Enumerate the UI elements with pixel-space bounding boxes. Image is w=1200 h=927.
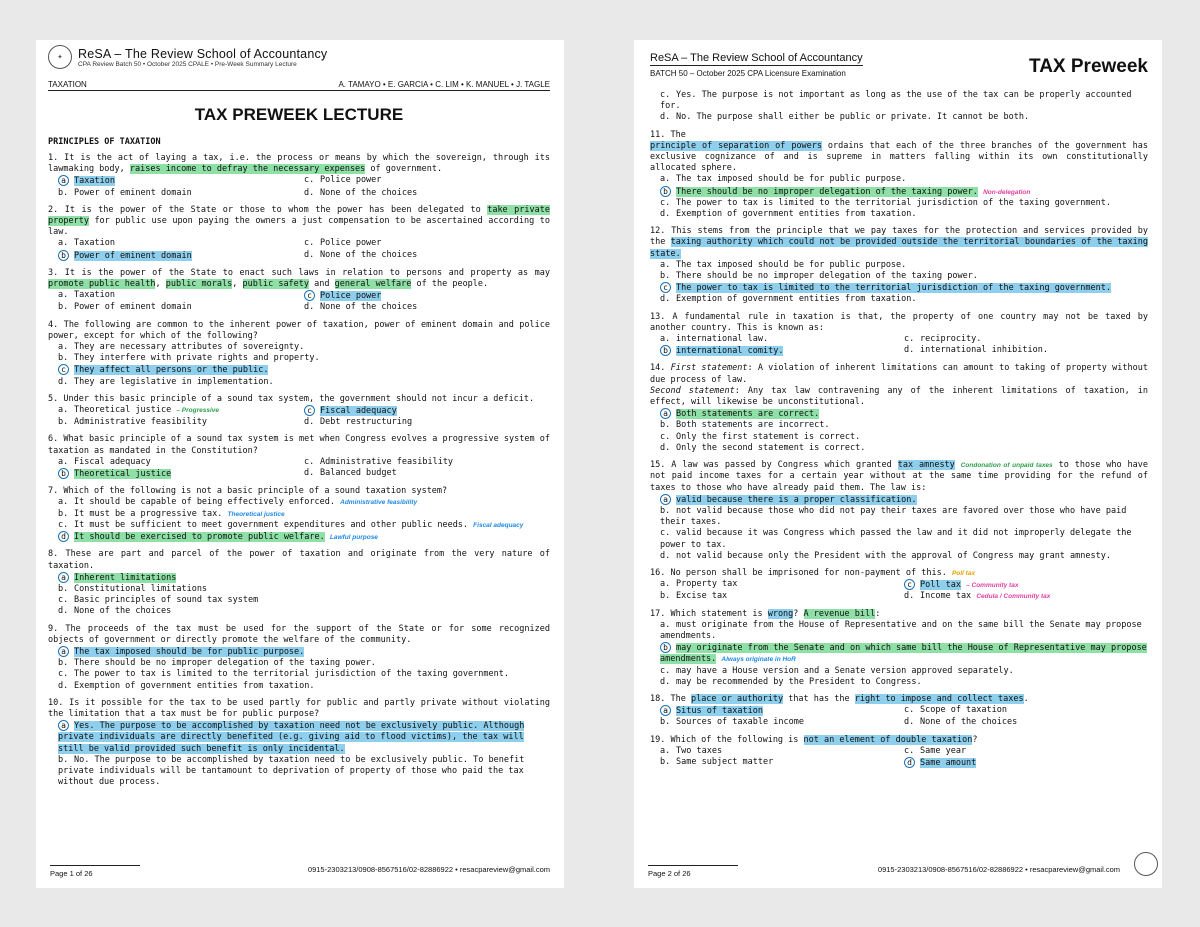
page-number: Page 2 of 26 xyxy=(648,865,738,878)
page-title: TAX PREWEEK LECTURE xyxy=(194,105,404,124)
subject-label: TAXATION xyxy=(48,80,87,89)
page-1 xyxy=(36,40,564,888)
question-16: 16. No person shall be imprisoned for non-payment of this. Poll tax a. Property tax c Poll tax – Community tax b. Excise tax d. Income tax Cedula / Community tax xyxy=(650,567,1051,602)
page-number: Page 1 of 26 xyxy=(50,865,140,878)
contact-info: 0915-2303213/0908-8567516/02-82886922 • resacpareview@gmail.com xyxy=(307,865,550,874)
question-6: 6. What basic principle of a sound tax system is met when Congress evolves a progressive system of taxation as mandated in the Constitution? a. Fiscal adequacy c. Administrative feasibility b Theoretical justice d. Balanced budget xyxy=(48,434,550,480)
resa-seal-icon xyxy=(1134,852,1158,876)
question-14: 14. First statement: A violation of inherent limitations can amount to taking of property without due process of law. Second statement: Any tax law contravening any of the inherent limitations of taxation, in effect, will likewise be unconstitutional. a Both statements are correct. b. Both statements are incorrect. c. Only the first statement is correct. d. Only the second statement is correct. xyxy=(650,363,1148,453)
question-10: 10. Is it possible for the tax to be used partly for public and partly private without violating the limitation that a tax must be for public purpose? a Yes. The purpose to be accomplished by taxation need not be exclusively public. Although private individuals are directly benefited (e.g. giving aid to flood victims), the tax will still be valid provided such benefit is only incidental. b. No. The purpose to be accomplished by taxation need to be exclusively public. To benefit private individuals will be tantamount to deprivation of property of those who paid the tax without due process. xyxy=(48,697,550,788)
page-header xyxy=(650,42,1148,78)
question-19: 19. Which of the following is not an element of double taxation? a. Two taxes c. Same year b. Same subject matter d Same amount xyxy=(650,734,978,768)
page-footer xyxy=(648,865,1148,878)
question-15: 15. A law was passed by Congress which granted tax amnesty Condonation of unpaid taxes to those who have not paid income taxes for a certain year without at the same time providing for the refund of taxes to those who have already paid them. The law is: a valid because there is a proper classification. b. not valid because those who did not pay their taxes are favored over those who have paid their taxes. c. valid because it was Congress which passed the law and it did not improperly delegate the power to tax. d. not valid because only the President with the approval of Congress may grant amnesty. xyxy=(650,460,1148,561)
section-heading: PRINCIPLES OF TAXATION xyxy=(48,137,161,147)
question-12: 12. This stems from the principle that we pay taxes for the protection and services provided by the taxing authority which could not be provided outside the territorial boundaries of the taxing state. a. The tax imposed should be for public purpose. b. There should be no improper delegation of the taxing power. c The power to tax is limited to the territorial jurisdiction of the taxing government. d. Exemption of government entities from taxation. xyxy=(650,226,1148,305)
question-9: 9. The proceeds of the tax must be used for the support of the State or for some recognized objects of government or directly promote the welfare of the community. a The tax imposed should be for public purpose. b. There should be no improper delegation of the taxing power. c. The power to tax is limited to the territorial jurisdiction of the taxing government. d. Exemption of government entities from taxation. xyxy=(48,623,550,691)
authors-label: A. TAMAYO • E. GARCIA • C. LIM • K. MANUEL • J. TAGLE xyxy=(338,80,550,89)
page-2 xyxy=(634,40,1162,888)
brand-name: ReSA – The Review School of Accountancy xyxy=(78,46,328,61)
question-5: 5. Under this basic principle of a sound tax system, the government should not incur a deficit. a. Theoretical justice – Progressive c Fiscal adequacy b. Administrative feasibility d. Debt restructuring xyxy=(48,393,535,428)
question-4: 4. The following are common to the inherent power of taxation, power of eminent domain and police power, except for which of the following? a. They are necessary attributes of sovereignty. b. They interfere with private rights and property. c They affect all persons or the public. d. They are legislative in implementation. xyxy=(48,319,550,387)
header-title: TAX Preweek xyxy=(1029,56,1148,77)
brand-name: ReSA – The Review School of Accountancy xyxy=(650,52,863,64)
question-3: 3. It is the power of the State to enact such laws in relation to persons and property as may promote public health, public morals, public safety and general welfare of the people. a. Taxation c Police power b. Power of eminent domain d. None of the choices xyxy=(48,267,550,313)
batch-label: BATCH 50 – October 2025 CPA Licensure Examination xyxy=(650,69,846,78)
question-8: 8. These are part and parcel of the power of taxation and originate from the very nature of taxation. a Inherent limitations b. Constitutional limitations c. Basic principles of sound tax system d. None of the choices xyxy=(48,549,550,617)
question-17: 17. Which statement is wrong? A revenue bill: a. must originate from the House of Representative and on the same bill the Senate may propose amendments. b may originate from the Senate and on which same bill the House of Representative may propose amendments. Always originate in HoR c. may have a House version and a Senate version approved separately. d. may be recommended by the President to Congress. xyxy=(650,608,1147,687)
question-18: 18. The place or authority that has the right to impose and collect taxes. a Situs of taxation c. Scope of taxation b. Sources of taxable income d. None of the choices xyxy=(650,693,1029,728)
question-7: 7. Which of the following is not a basic principle of a sound taxation system? a. It should be capable of being effectively enforced. Administrative feasibility b. It must be a progressive tax. Theoretical justice c. It must be sufficient to meet government expenditures and other public needs. Fiscal adequacy d It should be exercised to promote public welfare. Lawful purpose xyxy=(48,486,524,543)
resa-logo-icon: ✦ xyxy=(48,45,72,69)
page-footer xyxy=(50,865,550,878)
brand-subtitle: CPA Review Batch 50 • October 2025 CPALE • Pre-Week Summary Lecture xyxy=(78,60,297,68)
question-11: 11. The principle of separation of powers ordains that each of the three branches of the government has exclusive cognizance of and is supreme in matters falling within its own constitutionally allocated sphere. a. The tax imposed should be for public purpose. b There should be no improper delegation of the taxing power. Non-delegation c. The power to tax is limited to the territorial jurisdiction of the taxing government. d. Exemption of government entities from taxation. xyxy=(650,129,1148,220)
question-2: 2. It is the power of the State or those to whom the power has been delegated to take private property for public use upon paying the owners a just compensation to be ascertained according to law. a. Taxation c. Police power b Power of eminent domain d. None of the choices xyxy=(48,204,550,261)
page-header xyxy=(48,42,550,72)
contact-info: 0915-2303213/0908-8567516/02-82886922 • resacpareview@gmail.com xyxy=(877,865,1120,874)
subject-bar xyxy=(48,72,550,91)
question-13: 13. A fundamental rule in taxation is that, the property of one country may not be taxed by another country. This is known as: a. international law. c. reciprocity. b international comity. d. international inhibition. xyxy=(650,311,1148,357)
question-1: 1. It is the act of laying a tax, i.e. the process or means by which the sovereign, through its lawmaking body, raises income to defray the necessary expenses of government. a Taxation c. Police power b. Power of eminent domain d. None of the choices xyxy=(48,153,550,198)
question-10-continued: c. Yes. The purpose is not important as long as the use of the tax can be properly accounted for. d. No. The purpose shall either be public or private. It cannot be both. xyxy=(660,90,1132,123)
